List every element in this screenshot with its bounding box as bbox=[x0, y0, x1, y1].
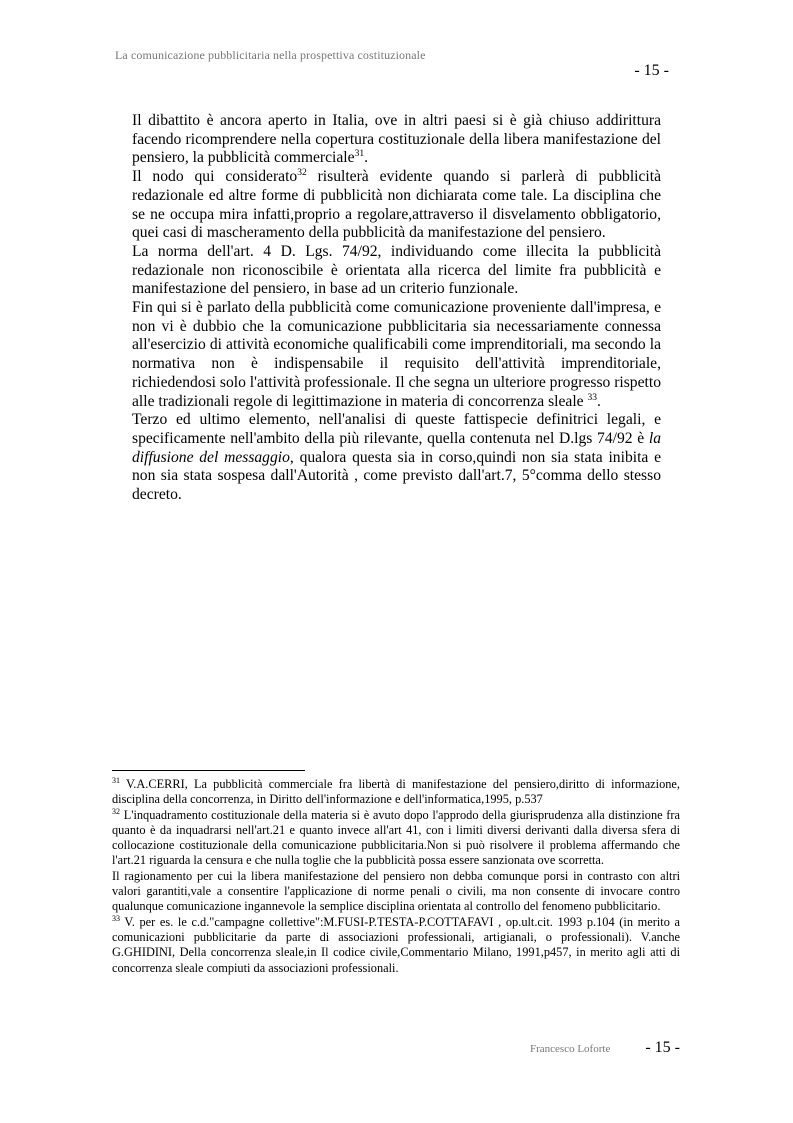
paragraph-2-text-b: risulterà evidente quando si parlerà di pubblicità redazionale ed altre forme di pubblicità non dichiarata come tale. La disciplina che se ne occupa mira infatti,proprio a regolare,attraverso il disvelamento obbligatorio, quei casi di mascheramento della pubblicità da manifestazione del pensiero. bbox=[132, 168, 661, 242]
footnote-ref-32[interactable]: 32 bbox=[297, 167, 307, 178]
paragraph-1-end: . bbox=[364, 149, 368, 167]
footnote-33 bbox=[112, 915, 680, 976]
paragraph-4-end: . bbox=[596, 392, 601, 410]
footnote-31-number: 31 bbox=[112, 775, 120, 785]
paragraph-1 bbox=[132, 112, 661, 168]
footnotes bbox=[112, 777, 680, 976]
paragraph-2-text-a: Il nodo qui considerato bbox=[132, 168, 298, 186]
footnote-ref-31[interactable]: 31 bbox=[354, 149, 365, 160]
footnote-31 bbox=[112, 777, 680, 808]
paragraph-5 bbox=[132, 411, 661, 505]
footer-page-number: - 15 - bbox=[645, 1039, 680, 1056]
footnote-ref-33[interactable]: 33 bbox=[587, 392, 597, 403]
paragraph-4-text: Fin qui si è parlato della pubblicità come comunicazione proveniente dall'impresa, e non vi è dubbio che la comunicazione pubblicitaria sia necessariamente connessa all'esercizio di attività economiche qualificabili come imprenditoriali, ma secondo la normativa non è indispensabile il requisito dell'attività imprenditoriale, richiedendosi solo l'attività professionale. Il che segna un ulteriore progresso rispetto alle tradizionali regole di legittimazione in materia di concorrenza sleale bbox=[132, 299, 661, 410]
running-title: La comunicazione pubblicitaria nella prospettiva costituzionale bbox=[115, 48, 426, 62]
footnote-31-text: V.A.CERRI, La pubblicità commerciale fra libertà di manifestazione del pensiero,diritto di informazione, disciplina della concorrenza, in Diritto dell'informazione e dell'informatica,1995, p.537 bbox=[112, 777, 680, 807]
footnote-rule bbox=[112, 770, 305, 771]
paragraph-5-italic: la diffusione del messaggio bbox=[132, 429, 661, 466]
paragraph-4 bbox=[132, 299, 661, 411]
footnote-33-text: V. per es. le c.d."campagne collettive":M.FUSI-P.TESTA-P.COTTAFAVI , op.ult.cit. 1993 p.104 (in merito a comunicazioni pubblicitarie da parte di associazioni professionali, artigianali, o professionali). V.anche G.GHIDINI, Della concorrenza sleale,in Il codice civile,Commentario Milano, 1991,p457, in merito agli atti di concorrenza sleale compiuti da associazioni professionali. bbox=[112, 914, 680, 975]
footer-author: Francesco Loforte bbox=[530, 1043, 611, 1055]
footnote-32-text: L'inquadramento costituzionale della materia si è avuto dopo l'approdo della giurisprudenza alla distinzione fra quanto è da inquadrarsi nell'art.21 e quanto invece all'art 41, con i limiti diversi derivanti dalla diversa sfera di collocazione costituzionale della comunicazione pubblicitaria.Non si può risolvere il problema affermando che l'art.21 riguarda la censura e che nulla toglie che la pubblicità possa essere sanzionata ove scorretta. bbox=[112, 807, 680, 868]
paragraph-2 bbox=[132, 168, 661, 243]
footnote-32 bbox=[112, 808, 680, 869]
footnote-32-continuation: Il ragionamento per cui la libera manifestazione del pensiero non debba comunque porsi in contrasto con altri valori garantiti,vale a consentire l'applicazione di norme penali o civili, ma non consente di invocare contro qualunque comunicazione ingannevole la semplice disciplina orientata al controllo del fenomeno pubblicitario. bbox=[112, 868, 680, 914]
body-text bbox=[132, 112, 661, 505]
header-page-number: - 15 - bbox=[634, 62, 669, 79]
paragraph-3: La norma dell'art. 4 D. Lgs. 74/92, individuando come illecita la pubblicità redazionale non riconoscibile è orientata alla ricerca del limite fra pubblicità e manifestazione del pensiero, in base ad un criterio funzionale. bbox=[132, 242, 661, 298]
paragraph-5-text-b: , qualora questa sia in corso,quindi non sia stata inibita e non sia stata sospesa dall'Autorità , come previsto dall'art.7, 5°comma dello stesso decreto. bbox=[132, 448, 662, 504]
paragraph-1-text: Il dibattito è ancora aperto in Italia, ove in altri paesi si è già chiuso addirittura facendo ricomprendere nella copertura costituzionale della libera manifestazione del pensiero, la pubblicità commerciale bbox=[132, 112, 661, 167]
paragraph-5-text-a: Terzo ed ultimo elemento, nell'analisi di queste fattispecie definitrici legali, e specificamente nell'ambito della più rilevante, quella contenuta nel D.lgs 74/92 è bbox=[132, 411, 661, 447]
footnote-33-number: 33 bbox=[112, 913, 120, 923]
footnote-32-number: 32 bbox=[112, 806, 120, 816]
